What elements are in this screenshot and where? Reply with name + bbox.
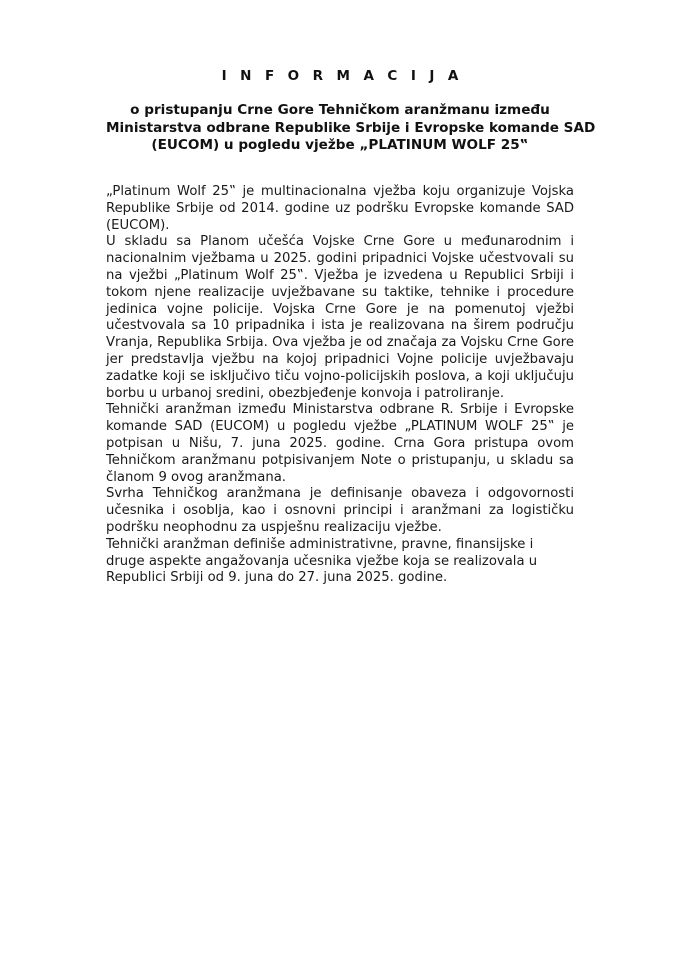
subtitle-line-2: Ministarstva odbrane Republike Srbije i Evropske komande SAD <box>106 119 596 136</box>
document-subtitle <box>106 102 596 155</box>
document-content <box>106 0 596 587</box>
document-heading: I N F O R M A C I J A <box>221 68 463 84</box>
body-paragraph-5: Tehnički aranžman definiše administrativne, pravne, finansijske i druge aspekte angažovanja učesnika vježbe koja se realizovala u Republici Srbiji od 9. juna do 27. juna 2025. godine. <box>106 536 538 586</box>
body-paragraph-1: „Platinum Wolf 25‟ je multinacionalna vježba koju organizuje Vojska Republike Srbije od 2014. godine uz podršku Evropske komande SAD (EUCOM). <box>106 183 574 233</box>
body-paragraph-2: U skladu sa Planom učešća Vojske Crne Gore u međunarodnim i nacionalnim vježbama u 2025. godini pripadnici Vojske učestvovali su na vježbi „Platinum Wolf 25‟. Vježba je izvedena u Republici Srbiji i tokom njene realizacije uvježbavane su taktike, tehnike i procedure jedinica vojne policije. Vojska Crne Gore je na pomenutoj vježbi učestvovala sa 10 pripadnika i ista je realizovana na širem području Vranja, Republika Srbija. Ova vježba je od značaja za Vojsku Crne Gore jer predstavlja vježbu na kojoj pripadnici Vojne policije uvježbavaju zadatke koji se isključivo tiču vojno-policijskih poslova, a koji uključuju borbu u urbanoj sredini, obezbjeđenje konvoja i patroliranje. <box>106 234 574 401</box>
subtitle-line-1: o pristupanju Crne Gore Tehničkom aranžmanu između <box>130 102 550 119</box>
document-body <box>106 184 574 587</box>
body-paragraph-3: Tehnički aranžman između Ministarstva odbrane R. Srbije i Evropske komande SAD (EUCOM) u pogledu vježbe „PLATINUM WOLF 25‟ je potpisan u Nišu, 7. juna 2025. godine. Crna Gora pristupa ovom Tehničkom aranžmanu potpisivanjem Note o pristupanju, u skladu sa članom 9 ovog aranžmana. <box>106 402 574 485</box>
body-paragraph-4: Svrha Tehničkog aranžmana je definisanje obaveza i odgovornosti učesnika i osoblja, kao i osnovni principi i aranžmani za logističku podršku neophodnu za uspješnu realizaciju vježbe. <box>106 486 574 535</box>
subtitle-line-3: (EUCOM) u pogledu vježbe „PLATINUM WOLF 25‟ <box>151 137 529 154</box>
